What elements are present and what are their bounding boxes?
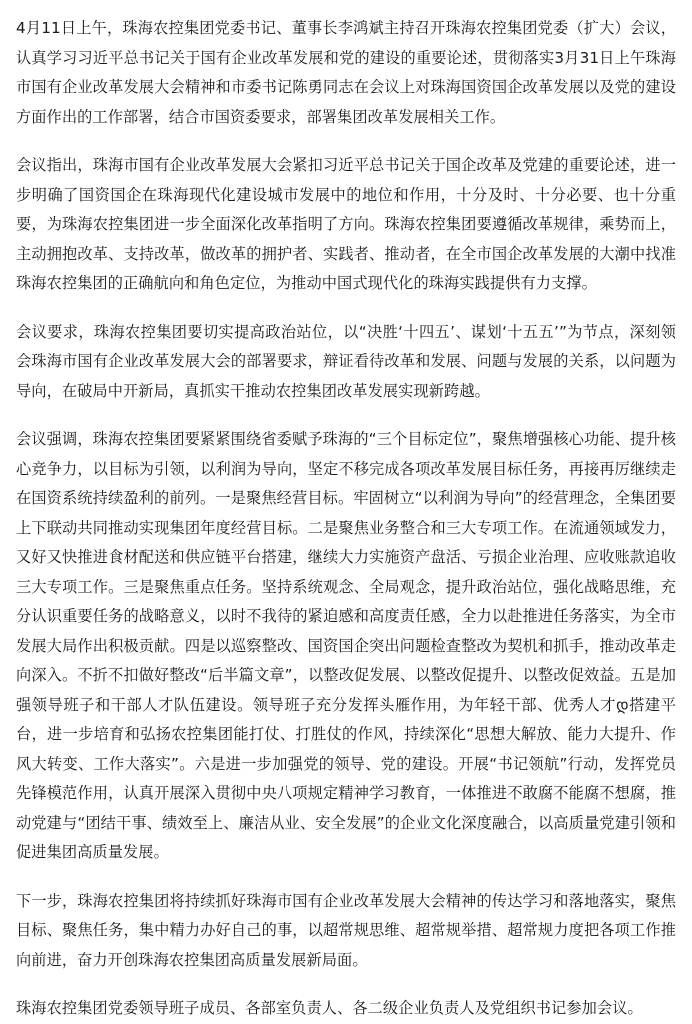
article-body [16, 14, 676, 1024]
paragraph-2: 会议指出，珠海市国有企业改革发展大会紧扣习近平总书记关于国企改革及党建的重要论述，进一步明确了国资国企在珠海现代化建设城市发展中的地位和作用，十分及时、十分必要、也十分重要，为珠海农控集团进一步全面深化改革指明了方向。珠海农控集团要遵循改革规律，乘势而上，主动拥抱改革、支持改革，做改革的拥护者、实践者、推动者，在全市国企改革发展的大潮中找准珠海农控集团的正确航向和角色定位，为推动中国式现代化的珠海实践提供有力支撑。 [16, 156, 676, 292]
paragraph-1: 4月11日上午，珠海农控集团党委书记、董事长李鸿斌主持召开珠海农控集团党委（扩大）会议，认真学习习近平总书记关于国有企业改革发展和党的建设的重要论述，贯彻落实3月31日上午珠海市国有企业改革发展大会精神和市委书记陈勇同志在会议上对珠海国资国企改革发展以及党的建设方面作出的工作部署，结合市国资委要求，部署集团改革发展相关工作。 [16, 19, 676, 126]
paragraph-3: 会议要求，珠海农控集团要切实提高政治站位，以“决胜‘十四五’、谋划‘十五五’”为节点，深刻领会珠海市国有企业改革发展大会的部署要求，辩证看待改革和发展、问题与发展的关系，以问题为导向，在破局中开新局，真抓实干推动农控集团改革发展实现新跨越。 [16, 322, 676, 400]
paragraph-6: 珠海农控集团党委领导班子成员、各部室负责人、各二级企业负责人及党组织书记参加会议。 [16, 999, 643, 1017]
paragraph-4: 会议强调，珠海农控集团要紧紧围绕省委赋予珠海的“三个目标定位”，聚焦增强核心功能、提升核心竞争力，以目标为引领，以利润为导向，坚定不移完成各项改革发展目标任务，再接再厉继续走在国资系统持续盈利的前列。一是聚焦经营目标。牢固树立“以利润为导向”的经营理念，全集团要上下联动共同推动实现集团年度经营目标。二是聚焦业务整合和三大专项工作。在流通领域发力，又好又快推进食材配送和供应链平台搭建，继续大力实施资产盘活、亏损企业治理、应收账款追收三大专项工作。三是聚焦重点任务。坚持系统观念、全局观念，提升政治站位，强化战略思维，充分认识重要任务的战略意义，以时不我待的紧迫感和高度责任感，全力以赴推进任务落实，为全市发展大局作出积极贡献。四是以巡察整改、国资国企突出问题检查整改为契机和抓手，推动改革走向深入。不折不扣做好整改“后半篇文章”，以整改促发展、以整改促提升、以整改促效益。五是加强领导班子和干部人才队伍建设。领导班子充分发挥头雁作用，为年轻干部、优秀人才დ搭建平台，进一步培育和弘扬农控集团能打仗、打胜仗的作风，持续深化“思想大解放、能力大提升、作风大转变、工作大落实”。六是进一步加强党的领导、党的建设。开展“书记领航”行动，发挥党员先锋模范作用，认真开展深入贯彻中央八项规定精神学习教育，一体推进不敢腐不能腐不想腐，推动党建与“团结干事、绩效至上、廉洁从业、安全发展”的企业文化深度融合，以高质量党建引领和促进集团高质量发展。 [16, 430, 676, 861]
paragraph-5: 下一步，珠海农控集团将持续抓好珠海市国有企业改革发展大会精神的传达学习和落地落实，聚焦目标、聚焦任务，集中精力办好自己的事，以超常规思维、超常规举措、超常规力度把各项工作推向前进，奋力开创珠海农控集团高质量发展新局面。 [16, 891, 676, 969]
